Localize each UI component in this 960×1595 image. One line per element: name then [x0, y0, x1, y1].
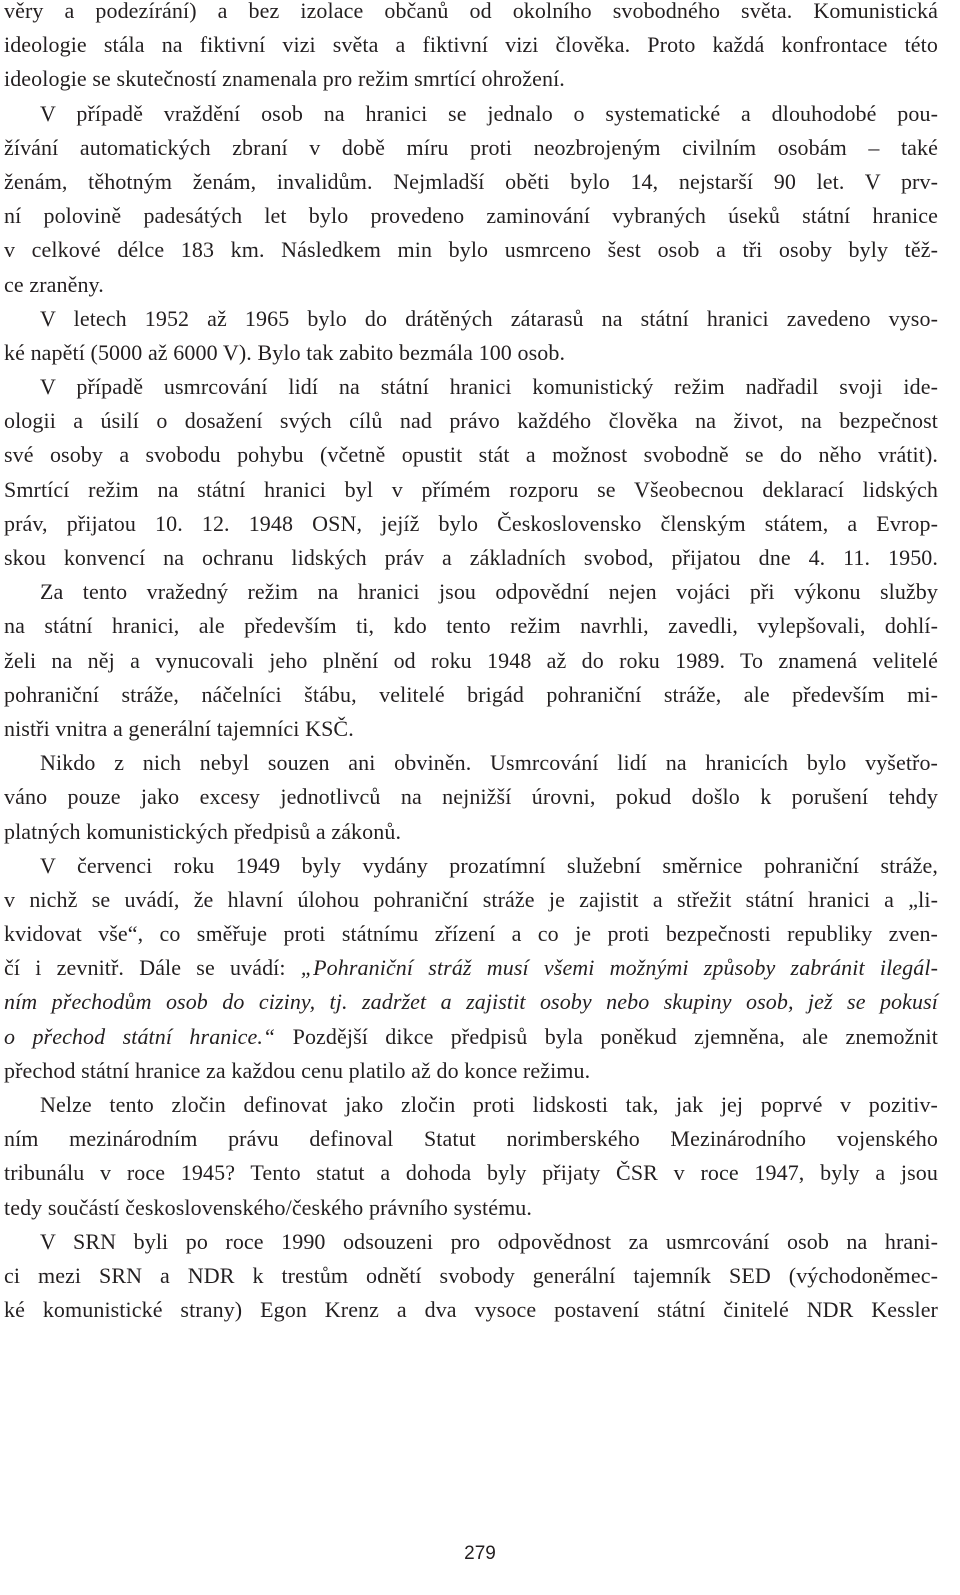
text-line: pohraniční stráže, náčelníci štábu, velitelé brigád pohraniční stráže, ale především mi-: [4, 681, 938, 707]
text-line: želi na něj a vynucovali jeho plnění od roku 1948 až do roku 1989. To znamená velitelé: [4, 647, 938, 673]
text-line: Za tento vražedný režim na hranici jsou odpovědní nejen vojáci při výkonu služby: [40, 579, 938, 605]
text-line: žívání automatických zbraní v době míru proti neozbrojeným civilním osobám – také: [4, 134, 938, 160]
quoted-directive-text: ním přechodům osob do ciziny, tj. zadržet a zajistit osoby nebo skupiny osob, jež se pokusí: [4, 989, 938, 1015]
text-line: ologii a úsilí o dosažení svých cílů nad právo každého člověka na život, na bezpečnost: [4, 408, 938, 434]
text-line: v celkové délce 183 km. Následkem min bylo usmrceno šest osob a tři osoby byly těž-: [4, 237, 938, 263]
text-line: [4, 1020, 938, 1054]
line-text: Pozdější dikce předpisů byla poněkud zjemněna, ale znemožnit: [275, 1023, 938, 1049]
line-text: čí i zevnitř. Dále se uvádí:: [4, 955, 301, 981]
text-line: V SRN byli po roce 1990 odsouzeni pro odpovědnost za usmrcování osob na hrani-: [40, 1228, 938, 1254]
text-line: platných komunistických předpisů a zákonů.: [4, 818, 402, 844]
page-number: 279: [464, 1543, 496, 1564]
text-line: skou konvencí na ochranu lidských práv a základních svobod, přijatou dne 4. 11. 1950.: [4, 545, 938, 570]
text-line: Nelze tento zločin definovat jako zločin proti lidskosti tak, jak jej poprvé v pozitiv-: [40, 1092, 938, 1117]
text-line: ideologie se skutečností znamenala pro režim smrtící ohrožení.: [4, 66, 565, 92]
body-text: [4, 0, 938, 1327]
text-line: ní polovině padesátých let bylo provedeno zaminování vybraných úseků státní hranice: [4, 203, 938, 229]
text-line: přechod státní hranice za každou cenu platilo až do konce režimu.: [4, 1057, 591, 1083]
text-line: ním mezinárodním právu definoval Statut norimberského Mezinárodního vojenského: [4, 1126, 938, 1152]
text-line: v nichž se uvádí, že hlavní úlohou pohraniční stráže je zajistit a střežit státní hranici a „li-: [4, 886, 938, 912]
text-line: V červenci roku 1949 byly vydány prozatímní služební směrnice pohraniční stráže,: [40, 852, 938, 878]
text-line: tribunálu v roce 1945? Tento statut a dohoda byly přijaty ČSR v roce 1947, byly a jsou: [4, 1160, 938, 1186]
text-line: věry a podezírání) a bez izolace občanů od okolního svobodného světa. Komunistická: [4, 0, 938, 23]
text-line: V případě vraždění osob na hranici se jednalo o systematické a dlouhodobé pou-: [40, 100, 938, 126]
text-line: ideologie stála na fiktivní vizi světa a fiktivní vizi člověka. Proto každá konfrontace této: [4, 32, 938, 58]
text-line: ci mezi SRN a NDR k trestům odnětí svobody generální tajemník SED (východoněmec-: [4, 1262, 938, 1288]
text-line: ké napětí (5000 až 6000 V). Bylo tak zabito bezmála 100 osob.: [4, 339, 566, 365]
text-line: tedy součástí československého/českého právního systému.: [4, 1194, 532, 1220]
quoted-directive-text: o přechod státní hranice.“: [4, 1023, 276, 1049]
text-line: své osoby a svobodu pohybu (včetně opustit stát a možnost svobodně se do něho vrátit).: [4, 442, 938, 468]
text-line: práv, přijatou 10. 12. 1948 OSN, jejíž bylo Československo členským státem, a Evrop-: [4, 510, 938, 536]
text-line: ženám, těhotným ženám, invalidům. Nejmladší oběti bylo 14, nejstarší 90 let. V prv-: [4, 168, 938, 194]
text-line: Smrtící režim na státní hranici byl v přímém rozporu se Všeobecnou deklarací lidských: [4, 476, 938, 502]
text-line: V letech 1952 až 1965 bylo do drátěných zátarasů na státní hranici zavedeno vyso-: [40, 305, 938, 331]
text-line: [4, 951, 938, 985]
text-line: nistři vnitra a generální tajemníci KSČ.: [4, 715, 354, 741]
text-line: Nikdo z nich nebyl souzen ani obviněn. Usmrcování lidí na hranicích bylo vyšetřo-: [40, 750, 938, 776]
text-line: ké komunistické strany) Egon Krenz a dva vysoce postavení státní činitelé NDR Kessler: [4, 1297, 938, 1323]
text-line: na státní hranici, ale především ti, kdo tento režim navrhli, zavedli, vylepšovali, dohlí-: [4, 613, 938, 639]
text-line: V případě usmrcování lidí na státní hranici komunistický režim nadřadil svoji ide-: [40, 374, 938, 400]
quoted-directive-text: „Pohraniční stráž musí všemi možnými způsoby zabránit ilegál-: [300, 955, 938, 981]
text-line: [4, 985, 938, 1019]
text-line: kvidovat vše“, co směřuje proti státnímu zřízení a co je proti bezpečnosti republiky zven-: [4, 921, 938, 947]
text-line: ce zraněny.: [4, 271, 104, 297]
text-line: váno pouze jako excesy jednotlivců na nejnižší úrovni, pokud došlo k porušení tehdy: [4, 784, 938, 810]
